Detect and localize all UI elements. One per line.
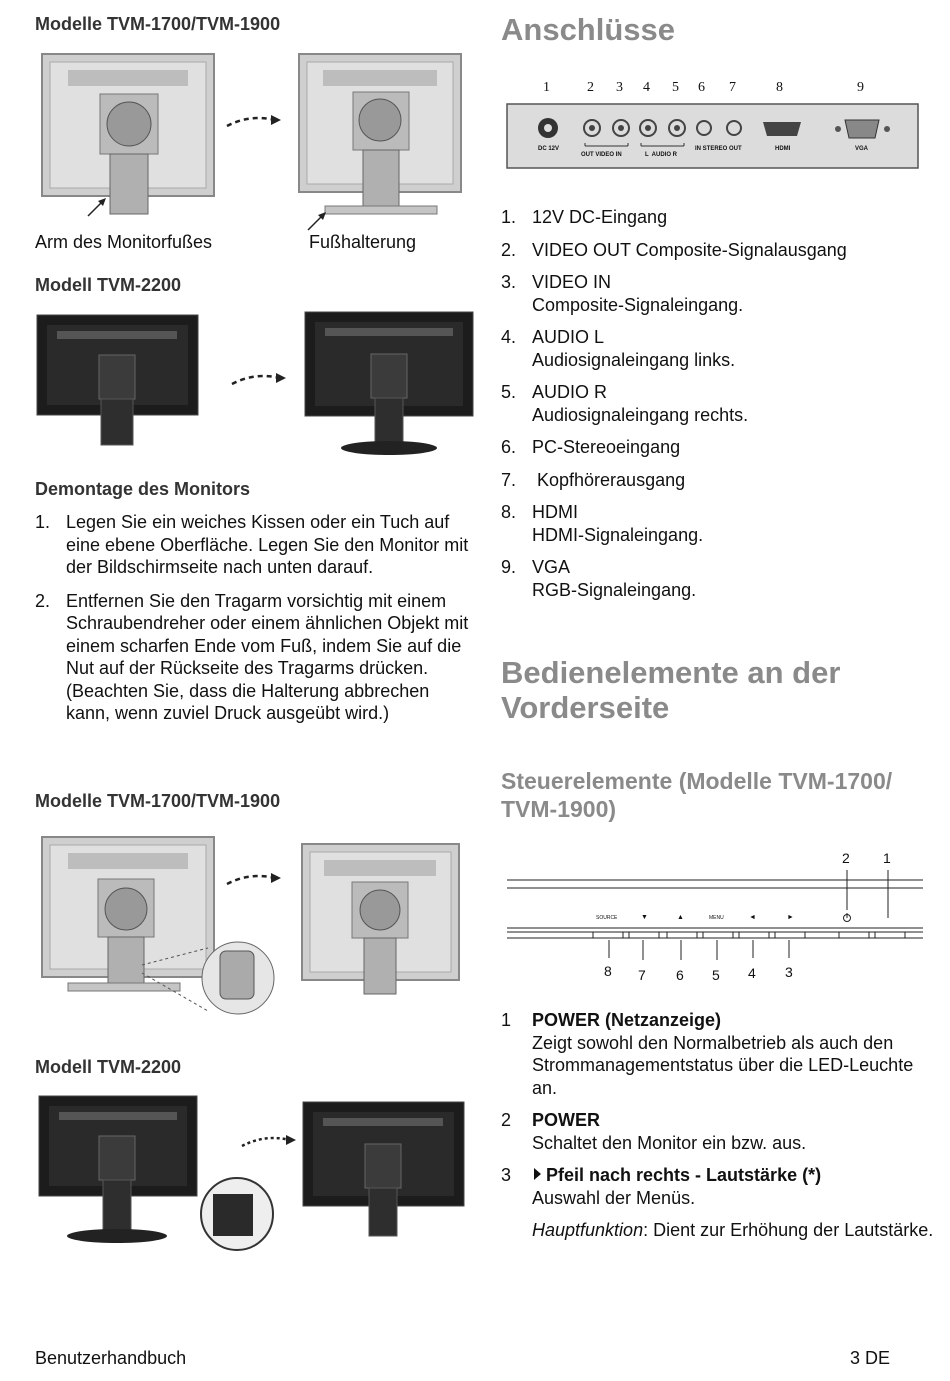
connector-panel-image [505,80,920,172]
list-item: 2. VIDEO OUT Composite-Signalausgang [501,239,847,260]
strip-number: 6 [676,967,684,983]
pointer-arrow-icon [306,210,330,232]
arrow-icon [230,370,290,390]
connections-heading: Anschlüsse [501,12,676,47]
monitor-2200-removal-image [37,1094,277,1254]
strip-number: 2 [842,850,850,866]
list-item: 7. Kopfhörerausgang [501,469,686,490]
caption-arm: Arm des Monitorfußes [35,232,213,252]
monitor-2200-foot-image [303,310,475,458]
panel-label-dc: DC 12V [538,146,560,152]
panel-number: 3 [616,80,623,95]
model-heading-2200-bottom: Modell TVM-2200 [35,1057,182,1077]
panel-label-vga: VGA [855,146,869,152]
strip-button-label: SOURCE [596,915,618,921]
connections-list [501,206,941,601]
arrow-icon [225,112,285,132]
strip-number: 3 [785,964,793,980]
strip-button-label: ◄ [749,914,756,921]
monitor-back-foot-image [295,50,465,220]
strip-number: 1 [883,850,891,866]
panel-label-video: OUT VIDEO IN [581,152,622,158]
panel-number: 8 [776,80,783,95]
list-item: 1. Legen Sie ein weiches Kissen oder ein Tuch auf eine ebene Oberfläche. Legen Sie den Monitor mit der Bildschirmseite nach unten darauf. [35,512,469,577]
monitor-2200-removed-image [301,1100,466,1240]
caption-foot: Fußhalterung [309,232,417,252]
strip-button-label: ► [787,914,794,921]
panel-number: 7 [729,80,736,95]
front-controls-heading: Bedienelemente an der Vorderseite [501,655,841,725]
panel-number: 2 [587,80,594,95]
page-number: 3 DE [850,1348,891,1368]
list-item: 2. Entfernen Sie den Tragarm vorsichtig mit einem Schraubendreher oder einem ähnlichen Objekt mit einem scharfen Ende vom Fuß, indem Sie auf die Nut auf der Rückseite des Tragarms drücken. (Beachten Sie, dass die Halterung abbrechen kann, wenn zuviel Druck ausgeübt wird.) [35,590,469,723]
controls-models-heading: Steuerelemente (Modelle TVM-1700/ TVM-1900) [501,768,893,822]
panel-number: 9 [857,80,864,95]
list-item: 3. VIDEO IN Composite-Signaleingang. [501,272,744,315]
list-item: 6. PC-Stereoeingang [501,437,681,457]
list-item: 1 POWER (Netzanzeige) Zeigt sowohl den Normalbetrieb als auch den Strommanagementstatus über die LED-Leuchte an. [501,1010,914,1098]
panel-label-stereo: IN STEREO OUT [695,146,742,152]
monitor-2200-back-image [35,313,200,448]
model-heading-1700-1900-top: Modelle TVM-1700/TVM-1900 [35,14,281,34]
pointer-arrow-icon [86,196,110,218]
list-item: 9. VGA RGB-Signaleingang. [501,557,697,600]
panel-number: 6 [698,80,705,95]
panel-number: 5 [672,80,679,95]
panel-number: 4 [643,80,650,95]
list-item: 8. HDMI HDMI-Signaleingang. [501,502,704,545]
main-function-label: Hauptfunktion [532,1220,644,1240]
strip-number: 5 [712,967,720,983]
strip-button-label: ▲ [677,914,684,921]
panel-label-hdmi: HDMI [775,146,791,152]
arrow-icon [240,1132,300,1152]
model-heading-1700-1900-bottom: Modelle TVM-1700/TVM-1900 [35,791,281,811]
list-item: 2 POWER Schaltet den Monitor ein bzw. aus. [501,1110,807,1153]
list-item: 1. 12V DC-Eingang [501,207,668,227]
model-heading-2200-top: Modell TVM-2200 [35,275,182,295]
monitor-removal-image [38,833,278,1018]
list-item: 4. AUDIO L Audiosignaleingang links. [501,327,736,370]
strip-number: 8 [604,963,612,979]
strip-button-label: ▼ [641,914,648,921]
strip-number: 7 [638,967,646,983]
control-strip-image [505,848,925,983]
disassembly-steps [35,511,475,725]
footer-title: Benutzerhandbuch [35,1348,187,1368]
panel-label-audio: L AUDIO R [645,152,678,158]
main-function-text: : Dient zur Erhöhung der Lautstärke. [643,1220,934,1240]
arrow-icon [225,870,285,890]
panel-number: 1 [543,80,550,95]
monitor-removed-image [298,840,463,1000]
controls-list [501,1009,941,1242]
strip-number: 4 [748,965,756,981]
play-right-icon [534,1168,541,1180]
strip-button-label: MENU [709,915,724,921]
list-item: 3 Pfeil nach rechts - Lautstärke (*) Auswahl der Menüs. Hauptfunktion: Dient zur Erhöhung der Lautstärke. [501,1165,934,1240]
list-item: 5. AUDIO R Audiosignaleingang rechts. [501,382,749,425]
monitor-back-arm-image [38,50,218,220]
disassembly-heading: Demontage des Monitors [35,479,251,499]
